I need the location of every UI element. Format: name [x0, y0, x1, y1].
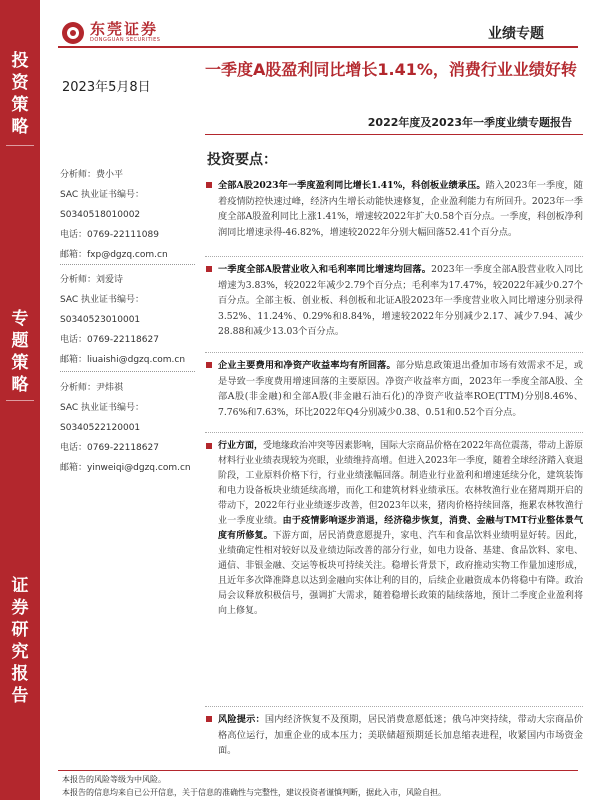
analyst-divider [60, 371, 195, 372]
analyst-cert: S0340518010002 [60, 210, 141, 220]
logo-name: 东莞证券 [90, 20, 159, 38]
sidebar-divider [6, 145, 34, 146]
analyst-card [60, 165, 200, 265]
key-point-lead: 企业主要费用和净资产收益率均有所回落。 [218, 360, 396, 371]
logo-icon [62, 22, 84, 44]
key-point-lead: 风险提示： [218, 714, 265, 725]
key-points-heading: 投资要点： [207, 152, 277, 168]
analyst-cert-label: SAC 执业证书编号： [60, 295, 145, 305]
key-point [205, 358, 583, 420]
sidebar-section-special: 专题策略 [11, 309, 29, 395]
report-date: 2023年5月8日 [62, 80, 151, 95]
footer-risk-level: 本报告的风险等级为中风险。 [62, 775, 166, 784]
analyst-phone: 电话：0769-22118627 [60, 335, 159, 345]
report-subtitle: 2022年度及2023年一季度业绩专题报告 [367, 116, 572, 129]
analyst-card [60, 270, 200, 370]
sidebar [0, 0, 40, 800]
key-point-lead: 行业方面， [218, 441, 264, 451]
footer-divider [58, 770, 578, 771]
key-point-divider [205, 432, 583, 433]
key-point-lead: 全部A股2023年一季度盈利同比增长1.41%，科创板业绩承压。 [218, 180, 486, 191]
bullet-square-icon [206, 362, 212, 368]
key-point [205, 439, 583, 619]
analyst-divider [60, 264, 195, 265]
title-divider [205, 134, 583, 135]
sidebar-divider [6, 400, 34, 401]
header-divider [58, 46, 578, 48]
analyst-cert-label: SAC 执业证书编号： [60, 403, 145, 413]
analyst-phone: 电话：0769-22118627 [60, 443, 159, 453]
analyst-phone: 电话：0769-22111089 [60, 230, 159, 240]
key-point-divider [205, 706, 583, 707]
analyst-cert-label: SAC 执业证书编号： [60, 190, 145, 200]
analyst-cert: S0340522120001 [60, 423, 141, 433]
key-point-text: 受地缘政治冲突等因素影响，国际大宗商品价格在2022年高位震荡，带动上游原材料行业业绩表现较为亮眼，业绩维持高增。但进入2023年一季度，随着全球经济踏入衰退阶段，工业原料价格下行，行业业绩涨幅回落。制造业行业盈利和增速延续分化，建筑装饰和电力设备板块业绩延续高增，而化工和建筑材料业绩承压。农林牧渔行业在猪周期开启的带动下，2022年行业业绩逐步改善，但2023年以来，猪肉价格持续回落，拖累农林牧渔行业一季度业绩。 [218, 441, 583, 526]
key-point [205, 712, 583, 759]
bullet-square-icon [206, 266, 212, 272]
analyst-email[interactable]: 邮箱：fxp@dgzq.com.cn [60, 250, 168, 260]
report-title: 一季度A股盈利同比增长1.41%，消费行业业绩好转 [205, 60, 577, 79]
sidebar-section-research: 证券研究报告 [11, 576, 29, 706]
sidebar-section-strategy: 投资策略 [11, 51, 29, 137]
key-point-text: 2023年一季度全部A股营业收入同比增速为3.83%，较2022年减少2.79个百分点；毛利率为17.47%，较2022年减少0.27个百分点。全部主板、创业板、科创板和北证A股2023年一季度营业收入同比增速分别录得3.52%、11.24%、0.29%和8.84%，增速较2022年分别减少2.17、减少7.94、减少28.88和减少13.03个百分点。 [218, 264, 583, 337]
analyst-cert: S0340523010001 [60, 315, 141, 325]
key-point-divider [205, 352, 583, 353]
analyst-email[interactable]: 邮箱：yinweiqi@dgzq.com.cn [60, 463, 191, 473]
analyst-card [60, 378, 200, 478]
bullet-square-icon [206, 443, 212, 449]
key-point-emphasis: 由于疫情影响逐步消退，经济稳步恢复，消费、金融与TMT行业整体景气度有所修复。 [218, 516, 583, 541]
key-point-text: 踏入2023年一季度，随着疫情防控快速过峰，经济内生增长动能快速修复，企业盈利能力有所回升。2023年一季度全部A股盈利同比上涨1.41%，增速较2022年扩大0.58个百分点。一季度，科创板净利润同比增速录得-46.82%，增速较2022年分别大幅回落52.41个百分点。 [218, 180, 583, 238]
analyst-name: 分析师：费小平 [60, 170, 124, 180]
company-logo [62, 22, 160, 44]
analyst-name: 分析师：刘爱诗 [60, 275, 124, 285]
bullet-square-icon [206, 716, 212, 722]
logo-name-en: DONGGUAN SECURITIES [90, 37, 161, 43]
analyst-name: 分析师：尹炜祺 [60, 383, 124, 393]
footer-disclaimer: 本报告的信息均来自已公开信息，关于信息的准确性与完整性，建议投资者谨慎判断，据此入市，风险自担。 [62, 788, 446, 797]
analyst-email[interactable]: 邮箱：liuaishi@dgzq.com.cn [60, 355, 186, 365]
report-type: 业绩专题 [488, 26, 544, 42]
key-point-text: 国内经济恢复不及预期，居民消费意愿低迷；俄乌冲突持续，带动大宗商品价格高位运行，加重企业的成本压力；美联储超预期延长加息缩表进程，收紧国内市场资金面。 [218, 714, 584, 756]
key-point-text: 下游方面，居民消费意愿提升，家电、汽车和食品饮料业绩明显好转。因此，业绩确定性相对较好以及业绩边际改善的部分行业，如电力设备、基建、食品饮料、家电、通信、非银金融、交运等板块可持续关注。稳增长背景下，政府推动实物工作量加速形成，且近年多次降准降息以达到金融向实体让利的目的，后续企业融资成本仍将稳中有降。政治局会议释放积极信号，强调扩大需求，随着稳增长政策的陆续落地，预计二季度企业盈利将向上修复。 [218, 531, 583, 616]
key-point-lead: 一季度全部A股营业收入和毛利率同比增速均回落。 [218, 264, 432, 275]
bullet-square-icon [206, 182, 212, 188]
key-point [205, 178, 583, 240]
key-point-text: 部分贴息政策退出叠加市场有效需求不足，或是导致一季度费用增速回落的主要原因。净资产收益率方面，2023年一季度全部A股、全部A股(非金融)和全部A股(非金融石油石化)的净资产收益率ROE(TTM)分别8.46%、7.76%和7.63%，环比2022年Q4分别减少0.38、0.51和0.52个百分点。 [218, 360, 583, 418]
key-point [205, 262, 583, 340]
key-point-divider [205, 256, 583, 257]
